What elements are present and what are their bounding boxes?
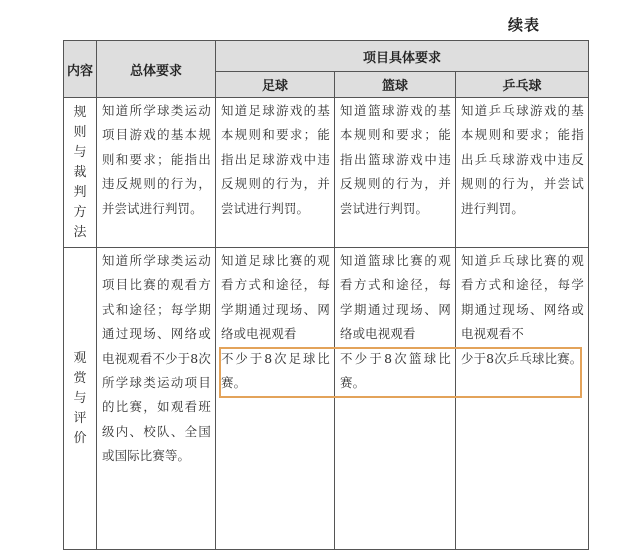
header-football: 足球 (216, 72, 335, 98)
table-row (64, 98, 589, 248)
viewing-general-cell: 知道所学球类运动项目比赛的观看方式和途径；每学期通过现场、网络或电视观看不少于8次所学球类运动项目的比赛，如观看班级内、校队、全国或国际比赛等。 (97, 248, 216, 550)
rules-football-cell: 知道足球游戏的基本规则和要求；能指出足球游戏中违反规则的行为，并尝试进行判罚。 (216, 98, 335, 248)
rules-table-tennis-cell: 知道乒乓球游戏的基本规则和要求；能指出乒乓球游戏中违反规则的行为，并尝试进行判罚。 (456, 98, 589, 248)
continued-table-label: 续表 (508, 16, 541, 34)
viewing-table-tennis-highlighted-text: 少于8次乒乓球比赛。 (461, 350, 583, 366)
viewing-table-tennis-cell (456, 248, 589, 550)
row-category-viewing: 观赏与评价 (64, 248, 97, 550)
header-specific-requirements: 项目具体要求 (216, 41, 589, 72)
viewing-table-tennis-text: 知道乒乓球比赛的观看方式和途径，每学期通过现场、网络或电视观看不 (461, 253, 585, 342)
row-category-rules: 规则与裁判方法 (64, 98, 97, 248)
requirements-table (63, 40, 589, 550)
table-row (64, 248, 589, 550)
viewing-basketball-cell (335, 248, 456, 550)
viewing-football-text: 知道足球比赛的观看方式和途径，每学期通过现场、网络或电视观看 (221, 253, 330, 342)
header-content: 内容 (64, 41, 97, 98)
rules-general-cell: 知道所学球类运动项目游戏的基本规则和要求；能指出违反规则的行为，并尝试进行判罚。 (97, 98, 216, 248)
viewing-football-cell (216, 248, 335, 550)
header-general-requirements: 总体要求 (97, 41, 216, 98)
viewing-football-highlighted-text: 不少于8次足球比赛。 (221, 350, 330, 391)
header-table-tennis: 乒乓球 (456, 72, 589, 98)
header-row (64, 41, 589, 72)
viewing-basketball-highlighted-text: 不少于8次篮球比赛。 (340, 350, 451, 391)
rules-basketball-cell: 知道篮球游戏的基本规则和要求；能指出篮球游戏中违反规则的行为，并尝试进行判罚。 (335, 98, 456, 248)
header-basketball: 篮球 (335, 72, 456, 98)
viewing-basketball-text: 知道篮球比赛的观看方式和途径，每学期通过现场、网络或电视观看 (340, 253, 451, 342)
